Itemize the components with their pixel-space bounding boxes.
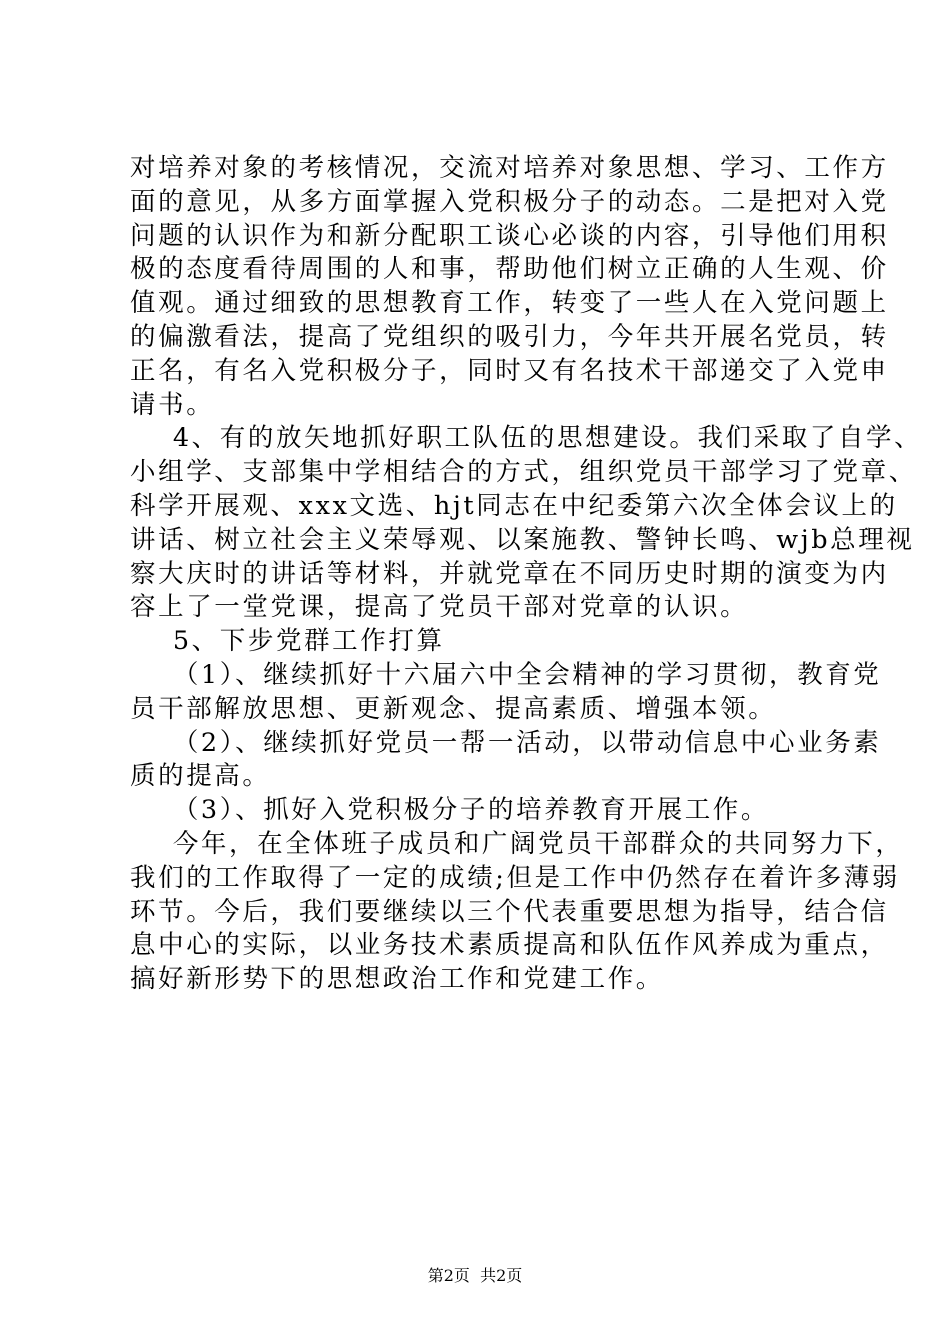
- text-line: 请书。: [130, 389, 215, 420]
- text-line: （1）、继续抓好十六届六中全会精神的学习贯彻，教育党: [130, 659, 882, 690]
- text-line: 察大庆时的讲话等材料，并就党章在不同历史时期的演变为内: [130, 558, 889, 589]
- text-line: 我们的工作取得了一定的成绩;但是工作中仍然存在着许多薄弱: [130, 862, 900, 893]
- text-line: 讲话、树立社会主义荣辱观、以案施教、警钟长鸣、wjb总理视: [130, 524, 915, 555]
- page-number-footer: 第2页 共2页: [427, 1266, 523, 1285]
- text-line: 质的提高。: [130, 761, 271, 792]
- text-line: 搞好新形势下的思想政治工作和党建工作。: [130, 964, 664, 995]
- body-text: [130, 152, 923, 997]
- text-line: 员干部解放思想、更新观念、提高素质、增强本领。: [130, 693, 777, 724]
- text-line: 科学开展观、xxx文选、hjt同志在中纪委第六次全体会议上的: [130, 490, 898, 521]
- text-line: 容上了一堂党课，提高了党员干部对党章的认识。: [130, 592, 749, 623]
- text-line: 小组学、支部集中学相结合的方式，组织党员干部学习了党章、: [130, 457, 917, 488]
- text-line: 息中心的实际，以业务技术素质提高和队伍作风养成为重点，: [130, 930, 889, 961]
- text-line: 5、下步党群工作打算: [130, 626, 445, 657]
- text-line: 面的意见，从多方面掌握入党积极分子的动态。二是把对入党: [130, 186, 889, 217]
- text-line: 极的态度看待周围的人和事，帮助他们树立正确的人生观、价: [130, 254, 889, 285]
- text-line: （3）、抓好入党积极分子的培养教育开展工作。: [130, 795, 769, 826]
- text-line: （2）、继续抓好党员一帮一活动，以带动信息中心业务素: [130, 727, 882, 758]
- text-line: 今年，在全体班子成员和广阔党员干部群众的共同努力下，: [130, 828, 904, 859]
- text-line: 正名，有名入党积极分子，同时又有名技术干部递交了入党申: [130, 355, 889, 386]
- text-line: 的偏激看法，提高了党组织的吸引力，今年共开展名党员，转: [130, 321, 889, 352]
- text-line: 4、有的放矢地抓好职工队伍的思想建设。我们采取了自学、: [130, 423, 923, 454]
- text-line: 值观。通过细致的思想教育工作，转变了一些人在入党问题上: [130, 288, 889, 319]
- text-line: 环节。今后，我们要继续以三个代表重要思想为指导，结合信: [130, 896, 889, 927]
- text-line: 问题的认识作为和新分配职工谈心必谈的内容，引导他们用积: [130, 220, 889, 251]
- text-line: 对培养对象的考核情况，交流对培养对象思想、学习、工作方: [130, 153, 889, 183]
